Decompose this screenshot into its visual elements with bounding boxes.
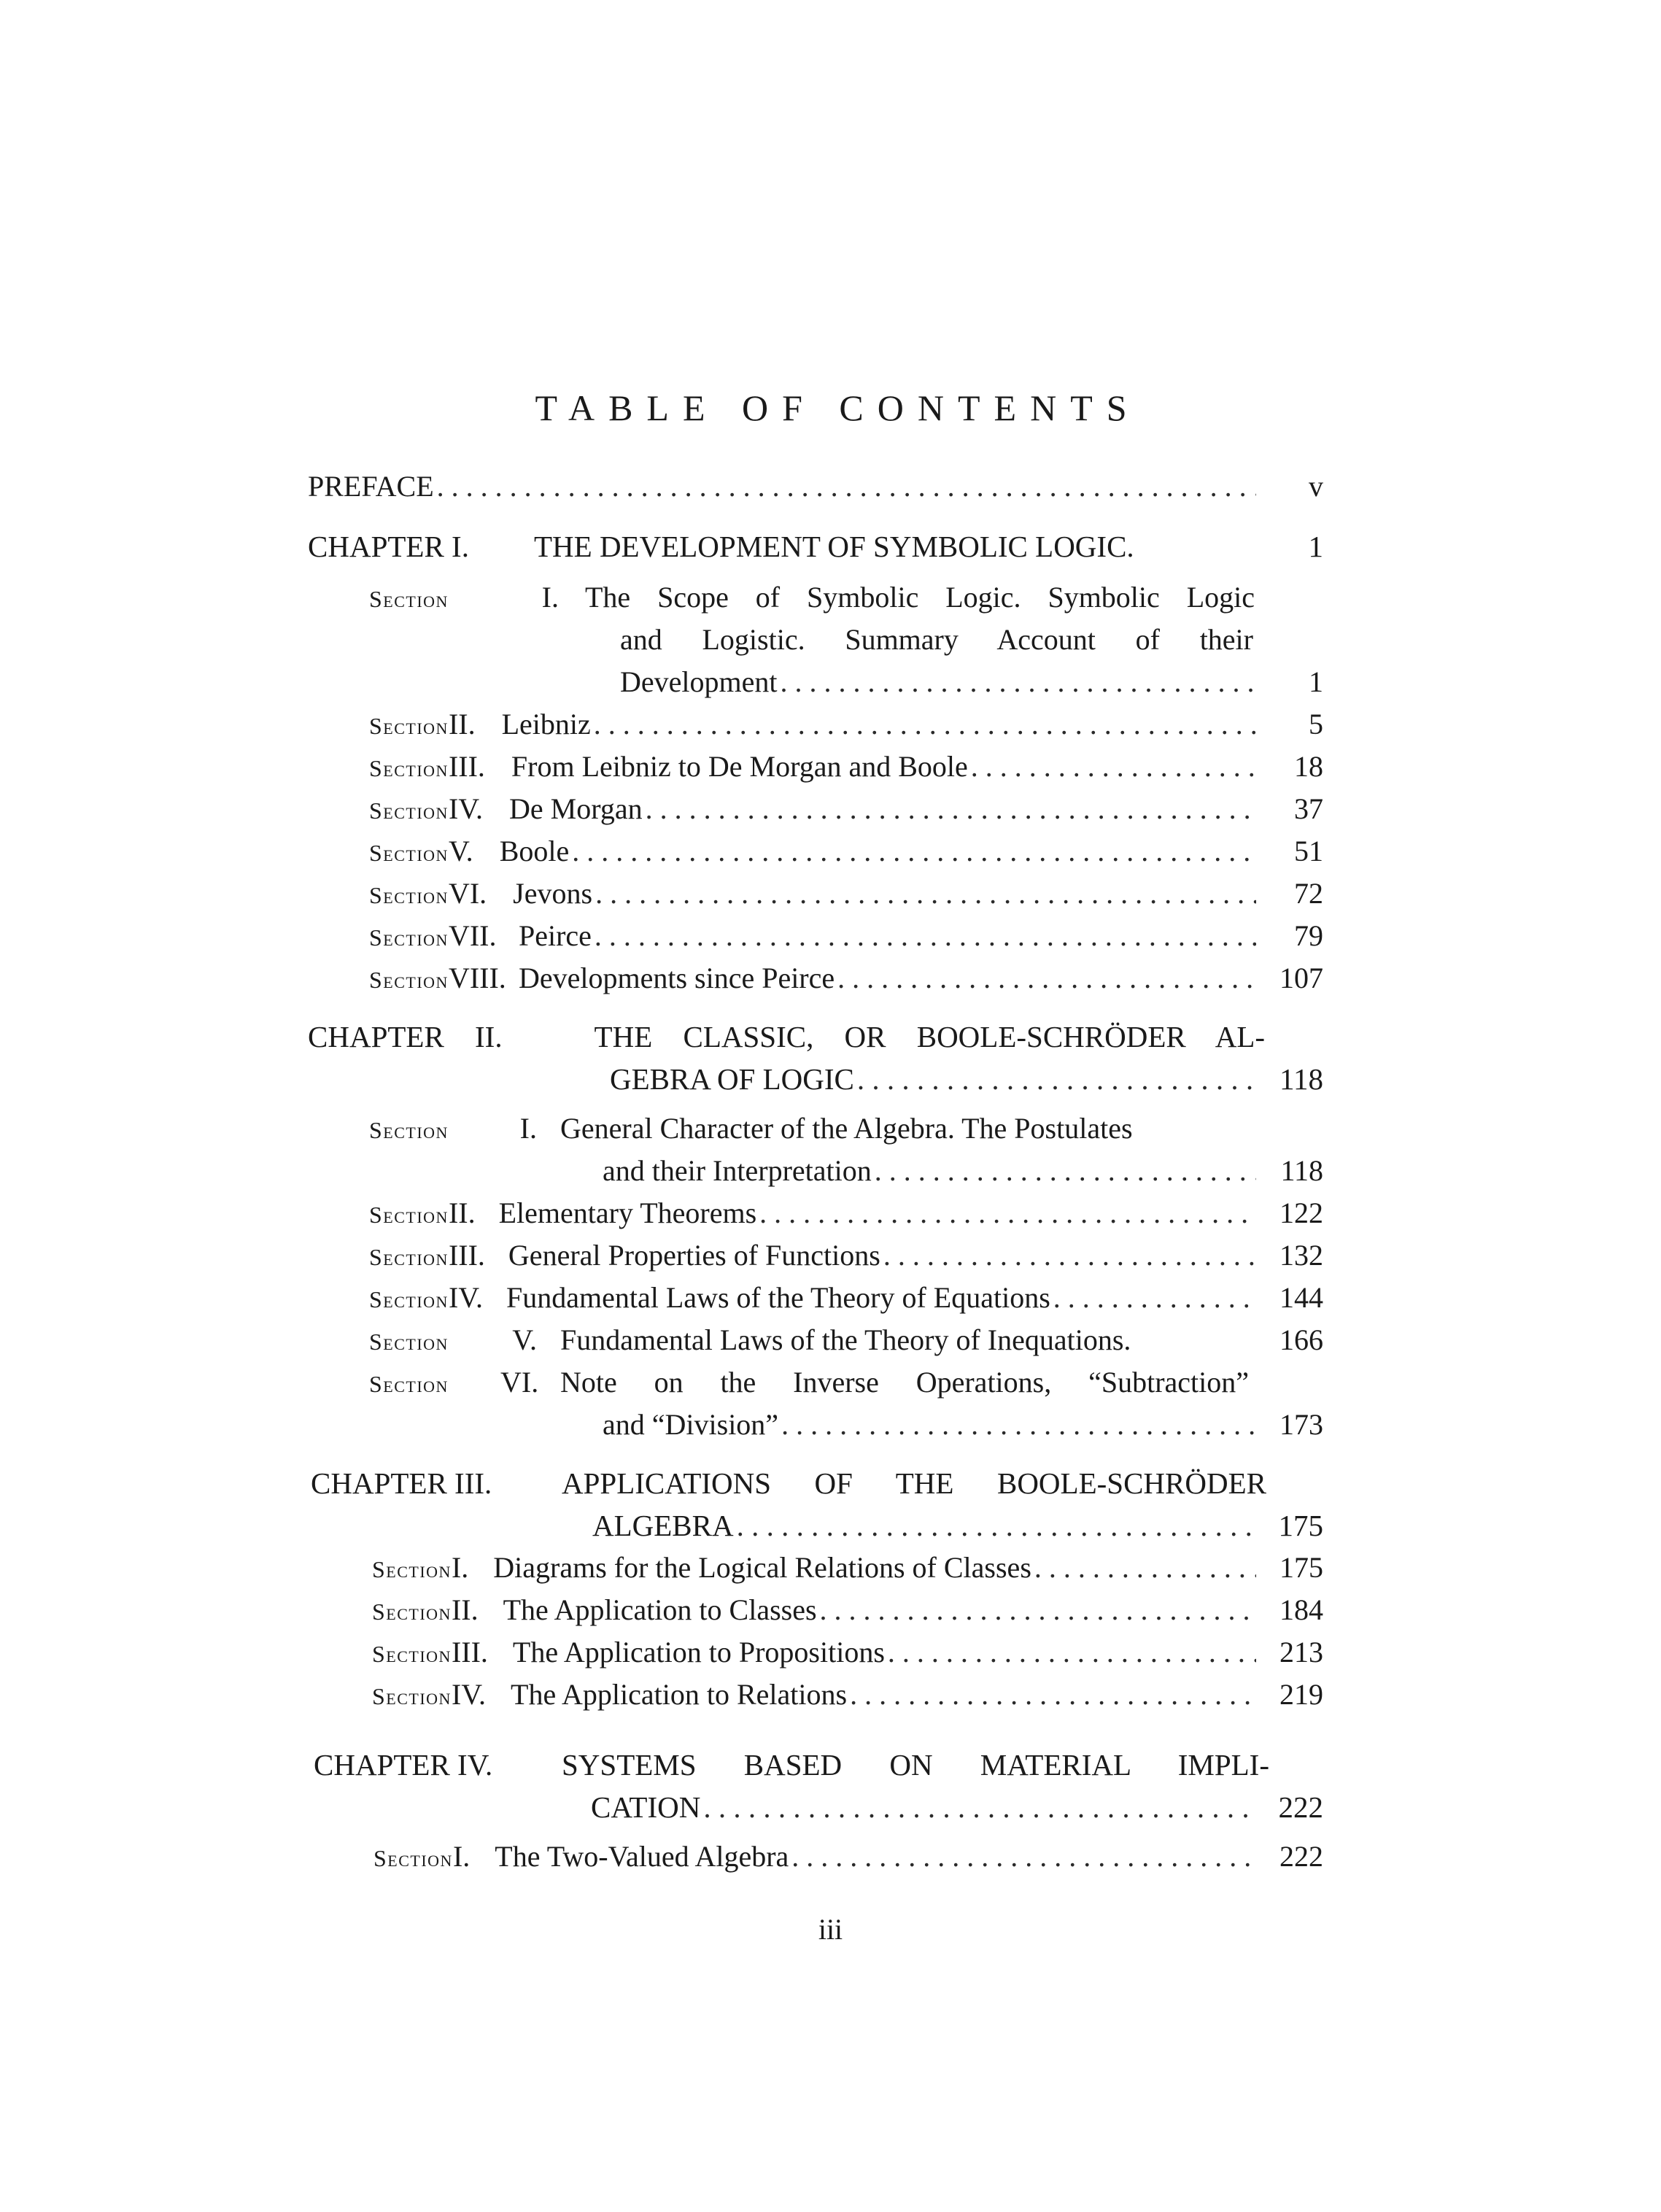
leader-dots	[835, 957, 1256, 999]
page-number: 72	[1294, 877, 1323, 910]
section-label: Section	[372, 1598, 452, 1625]
section-number: I.	[519, 1112, 537, 1145]
chapter-label: CHAPTER III.	[311, 1466, 492, 1500]
chapter-label: CHAPTER I.	[308, 530, 469, 563]
section-label: Section	[369, 713, 449, 739]
leader-dots	[591, 703, 1256, 746]
leader-dots	[434, 465, 1256, 508]
page-number: 132	[1279, 1239, 1323, 1272]
toc-section	[369, 830, 1323, 873]
toc-section	[369, 1319, 1323, 1361]
section-number: IV.	[448, 792, 484, 825]
section-title: Leibniz	[501, 708, 591, 740]
page-number: 5	[1309, 708, 1323, 740]
toc-section	[369, 576, 1323, 619]
section-title: Fundamental Laws of the Theory of Equations	[506, 1281, 1050, 1314]
toc-entry-preface	[308, 465, 1323, 508]
section-label: Section	[373, 1845, 453, 1871]
section-title-line: Development	[620, 665, 778, 698]
section-title: Peirce	[518, 919, 592, 952]
section-label: Section	[369, 924, 449, 951]
section-title-line: and their Interpretation	[603, 1154, 872, 1187]
section-title: De Morgan	[509, 792, 643, 825]
chapter-title: THE DEVELOPMENT OF SYMBOLIC LOGIC.	[534, 530, 1134, 563]
preface-label: PREFACE	[308, 470, 434, 503]
section-label: Section	[369, 1329, 449, 1355]
section-label: Section	[369, 1202, 449, 1228]
toc-section	[372, 1589, 1323, 1631]
toc-chapter-continuation	[610, 1058, 1323, 1100]
toc-section	[369, 1361, 1323, 1404]
toc-section	[369, 746, 1323, 788]
section-label: Section	[369, 1286, 449, 1312]
section-title: Elementary Theorems	[498, 1196, 757, 1229]
page-number: 144	[1279, 1281, 1323, 1314]
section-title: Developments since Peirce	[518, 962, 835, 994]
section-number: IV.	[448, 1281, 484, 1314]
page-number: 1	[1308, 530, 1323, 563]
toc-section-continuation	[620, 661, 1323, 703]
leader-dots	[872, 1150, 1256, 1192]
page-number: 222	[1279, 1840, 1323, 1873]
toc-chapter-4	[314, 1744, 1269, 1786]
section-title-line: General Character of the Algebra. The Postulates	[560, 1112, 1133, 1145]
section-label: Section	[369, 586, 449, 612]
section-number: VI.	[448, 877, 487, 910]
leader-dots	[880, 1234, 1256, 1277]
section-label: Section	[369, 882, 449, 908]
toc-section	[369, 915, 1323, 957]
leader-dots	[778, 1404, 1256, 1446]
section-label: Section	[369, 797, 449, 824]
toc-section	[373, 1836, 1323, 1878]
page-number: 1	[1309, 665, 1323, 698]
leader-dots	[847, 1674, 1256, 1716]
toc-chapter-continuation	[591, 1786, 1323, 1828]
section-number: II.	[448, 1196, 476, 1229]
section-number: I.	[451, 1551, 469, 1584]
toc-chapter-1	[308, 525, 1323, 568]
leader-dots	[789, 1836, 1256, 1878]
page-number: 18	[1294, 750, 1323, 783]
toc-section	[369, 703, 1323, 746]
section-label: Section	[372, 1556, 452, 1582]
section-title-line: and Logistic. Summary Account of their	[620, 623, 1253, 656]
section-number: VII.	[448, 919, 497, 952]
section-number: I.	[452, 1840, 471, 1873]
toc-section	[369, 788, 1323, 830]
toc-section-continuation	[603, 1150, 1323, 1192]
section-number: II.	[448, 708, 476, 740]
section-number: IV.	[451, 1678, 487, 1711]
chapter-label: CHAPTER IV.	[314, 1748, 493, 1782]
toc-chapter-continuation	[592, 1504, 1323, 1547]
page-title: TABLE OF CONTENTS	[535, 387, 1141, 428]
section-number: V.	[512, 1323, 537, 1356]
section-label: Section	[369, 1244, 449, 1270]
leader-dots	[968, 746, 1256, 788]
leader-dots	[592, 873, 1256, 915]
section-number: III.	[451, 1636, 488, 1668]
section-label: Section	[372, 1683, 452, 1709]
section-title: The Application to Propositions	[512, 1636, 885, 1668]
section-title: The Two-Valued Algebra	[495, 1840, 789, 1873]
leader-dots	[817, 1589, 1256, 1631]
page-number: 222	[1278, 1790, 1323, 1824]
page-number: 166	[1279, 1323, 1323, 1356]
leader-dots	[734, 1504, 1256, 1547]
section-title-line: The Scope of Symbolic Logic. Symbolic Logic	[585, 581, 1255, 614]
section-title: Diagrams for the Logical Relations of Classes	[493, 1551, 1031, 1584]
chapter-title-line: SYSTEMS BASED ON MATERIAL IMPLI-	[562, 1748, 1269, 1782]
page-number: 51	[1294, 835, 1323, 867]
page-number: 173	[1279, 1408, 1323, 1441]
section-title: The Application to Relations	[511, 1678, 848, 1711]
section-title: General Properties of Functions	[508, 1239, 880, 1272]
section-number: II.	[451, 1593, 479, 1626]
section-number: III.	[448, 1239, 485, 1272]
section-title: Jevons	[513, 877, 593, 910]
leader-dots	[592, 915, 1256, 957]
page-number: 118	[1279, 1062, 1323, 1096]
page-number: 184	[1279, 1593, 1323, 1626]
toc-section	[372, 1547, 1323, 1589]
toc-chapter-3	[311, 1462, 1266, 1504]
toc-section	[369, 1234, 1323, 1277]
section-number: V.	[448, 835, 473, 867]
section-number: VI.	[500, 1366, 539, 1399]
toc-section	[369, 1277, 1323, 1319]
section-title-line: Note on the Inverse Operations, “Subtraction”	[560, 1366, 1249, 1399]
toc-section-continuation	[603, 1404, 1323, 1446]
page-number: 175	[1279, 1551, 1323, 1584]
page-number: 79	[1294, 919, 1323, 952]
chapter-title-line: APPLICATIONS OF THE BOOLE-SCHRÖDER	[562, 1466, 1266, 1500]
section-number: I.	[541, 581, 559, 614]
section-label: Section	[369, 840, 449, 866]
section-title: From Leibniz to De Morgan and Boole	[511, 750, 968, 783]
toc-section	[369, 957, 1323, 999]
leader-dots	[569, 830, 1256, 873]
section-number: VIII.	[448, 962, 506, 994]
page-number: 122	[1279, 1196, 1323, 1229]
section-title: The Application to Classes	[503, 1593, 817, 1626]
section-title: Boole	[499, 835, 570, 867]
section-label: Section	[369, 1371, 449, 1397]
page-number: v	[1309, 470, 1323, 503]
leader-dots	[756, 1192, 1256, 1234]
chapter-title-line: THE CLASSIC, OR BOOLE-SCHRÖDER AL-	[594, 1020, 1266, 1053]
page-number: 213	[1279, 1636, 1323, 1668]
chapter-title-line: GEBRA OF LOGIC	[610, 1062, 854, 1096]
chapter-title-line: ALGEBRA	[592, 1509, 734, 1542]
leader-dots	[643, 788, 1256, 830]
leader-dots	[1050, 1277, 1256, 1319]
page-number: 219	[1279, 1678, 1323, 1711]
section-label: Section	[369, 1117, 449, 1143]
leader-dots	[778, 661, 1257, 703]
toc-section	[369, 873, 1323, 915]
chapter-label: CHAPTER II.	[308, 1020, 503, 1053]
toc-section	[372, 1674, 1323, 1716]
section-label: Section	[369, 967, 449, 993]
toc-section	[372, 1631, 1323, 1674]
leader-dots	[854, 1058, 1256, 1100]
leader-dots	[1031, 1547, 1256, 1589]
toc-section	[369, 1192, 1323, 1234]
section-number: III.	[448, 750, 485, 783]
section-title-line: and “Division”	[603, 1408, 779, 1441]
page-number: 175	[1278, 1509, 1323, 1542]
leader-dots	[885, 1631, 1256, 1674]
leader-dots	[700, 1786, 1256, 1828]
section-title: Fundamental Laws of the Theory of Inequations.	[560, 1323, 1131, 1356]
page-number: 107	[1279, 962, 1323, 994]
page-number: 37	[1294, 792, 1323, 825]
toc-chapter-2	[308, 1016, 1265, 1058]
toc-section	[369, 1107, 1323, 1150]
page-number: 118	[1280, 1154, 1323, 1187]
section-label: Section	[369, 755, 449, 781]
chapter-title-line: CATION	[591, 1790, 701, 1824]
section-label: Section	[372, 1641, 452, 1667]
folio-page-number: iii	[818, 1913, 843, 1946]
